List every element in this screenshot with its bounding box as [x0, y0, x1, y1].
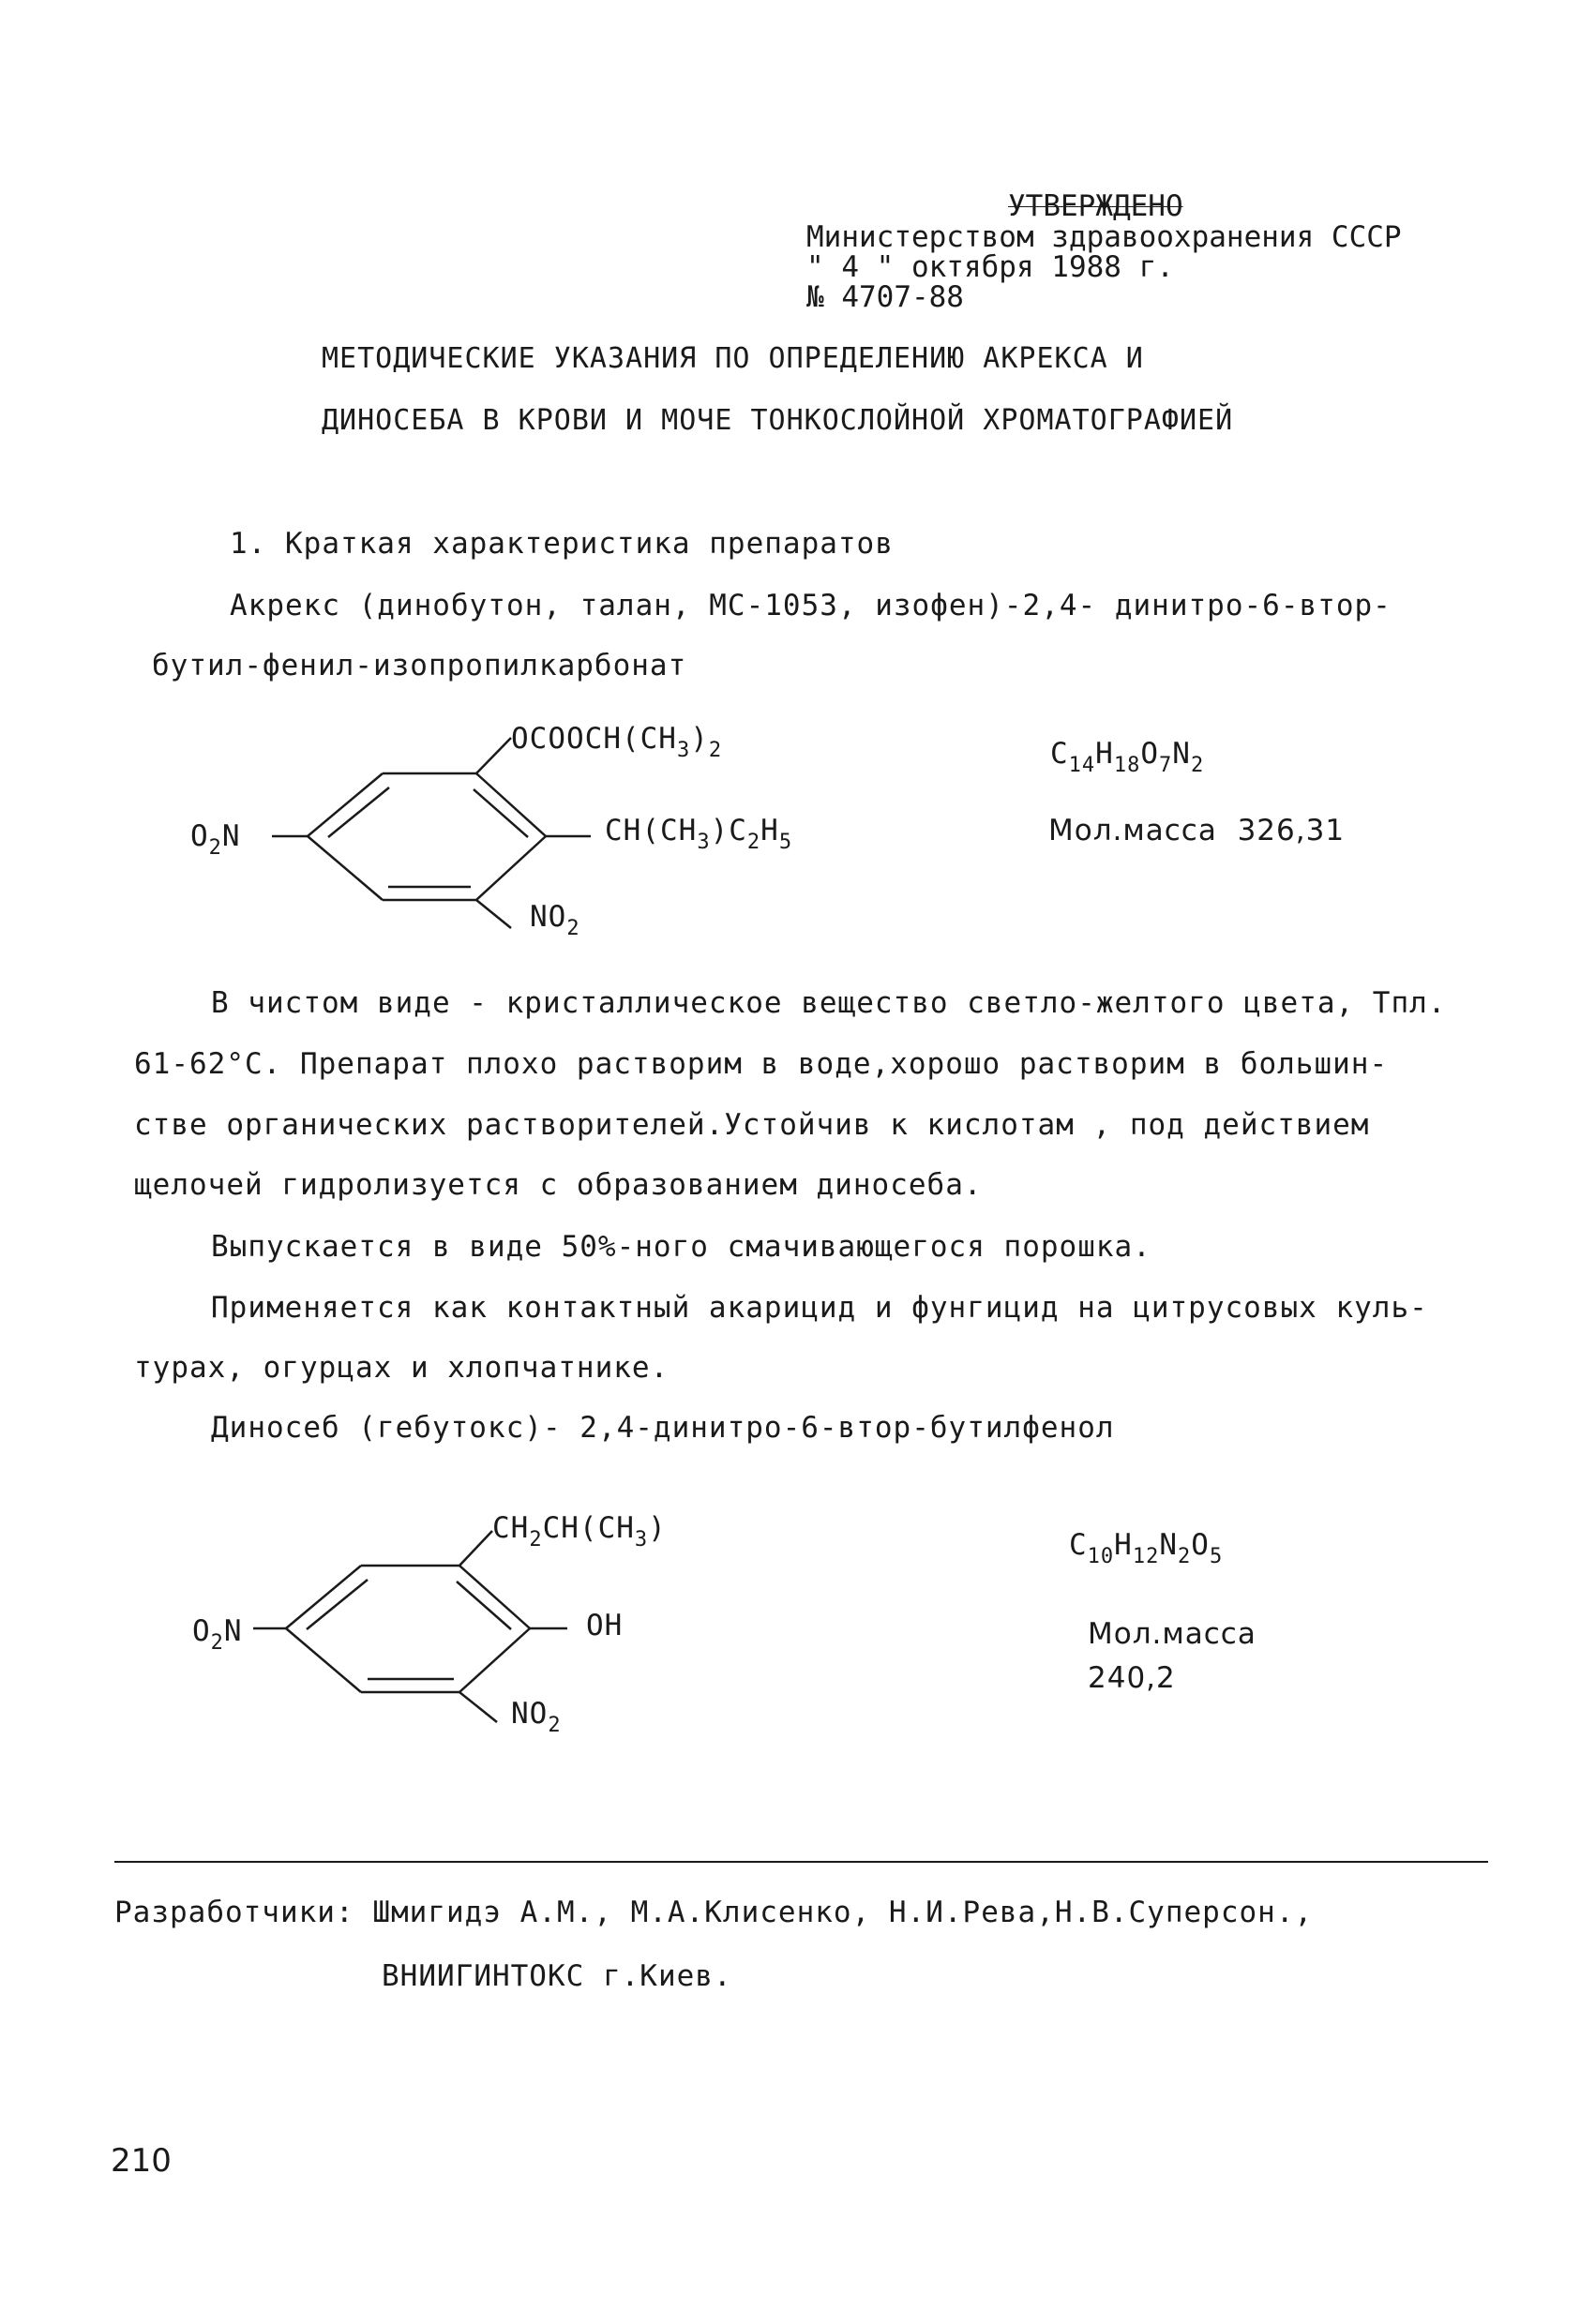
acrex-paragraph-line3: стве органических растворителей.Устойчив к кислотам , под действием [134, 1108, 1370, 1142]
developers-line [114, 1896, 1313, 1929]
document-title-line2: ДИНОСЕБА В КРОВИ И МОЧЕ ТОНКОСЛОЙНОЙ ХРОМАТОГРАФИЕЙ [322, 404, 1234, 437]
dinoseb-left-substituent: $O_2N$ [192, 1614, 243, 1655]
dinoseb-molar-mass-label: Мол.масса [1088, 1617, 1256, 1651]
acrex-usage-line2: турах, огурцах и хлопчатнике. [134, 1351, 670, 1385]
acrex-left-substituent: $O_2N$ [190, 819, 241, 860]
acrex-usage-line1: Применяется как контактный акарицид и фунгицид на цитрусовых куль- [211, 1291, 1428, 1325]
acrex-release-form: Выпускается в виде 50%-ного смачивающегося порошка. [211, 1230, 1151, 1264]
approval-stamp: УТВЕРЖДЕНО [1008, 189, 1183, 223]
acrex-paragraph-line4: щелочей гидролизуется с образованием диносеба. [134, 1168, 983, 1202]
approval-authority: Министерством здравоохранения СССР [806, 220, 1402, 254]
dinoseb-top-substituent: $CH_2CH(CH_3)$ [492, 1511, 667, 1552]
acrex-intro-line2: бутил-фенил-изопропилкарбонат [152, 649, 687, 682]
acrex-formula: $C_{14}H_{18}O_7N_2$ [1050, 737, 1205, 777]
developers-names: Шмигидэ А.М., М.А.Клисенко, Н.И.Рева,Н.В.Суперсон., [372, 1896, 1314, 1929]
acrex-top-substituent: $OCOOCH(CH_3)_2$ [511, 722, 723, 762]
dinoseb-formula: $C_{10}H_{12}N_2O_5$ [1069, 1528, 1224, 1568]
section-heading: 1. Краткая характеристика препаратов [230, 527, 894, 561]
developers-label: Разработчики: [114, 1896, 354, 1929]
approval-number: № 4707-88 [806, 280, 964, 314]
acrex-paragraph-line1: В чистом виде - кристаллическое вещество светло-желтого цвета, Тпл. [211, 986, 1447, 1020]
page-number: 210 [111, 2142, 172, 2180]
dinoseb-molar-mass-value: 240,2 [1088, 1661, 1176, 1695]
developer-institute: ВНИИГИНТОКС г.Киев. [382, 1959, 732, 1993]
dinoseb-bottom-substituent: $NO_2$ [511, 1697, 562, 1737]
approval-date: " 4 " октября 1988 г. [806, 250, 1174, 284]
acrex-intro-line1: Акрекс (динобутон, талан, МС-1053, изофен)-2,4- динитро-6-втор- [230, 589, 1392, 622]
acrex-bottom-substituent: $NO_2$ [530, 900, 580, 940]
acrex-right-substituent: $CH(CH_3)C_2H_5$ [605, 814, 793, 854]
dinoseb-right-substituent: OH [586, 1609, 624, 1642]
acrex-paragraph-line2: 61-62°С. Препарат плохо растворим в воде,хорошо растворим в большин- [134, 1047, 1389, 1081]
acrex-molar-mass: Мол.масса 326,31 [1048, 814, 1346, 847]
dinoseb-intro: Диносеб (гебутокс)- 2,4-динитро-6-втор-бутилфенол [211, 1411, 1115, 1445]
document-title-line1: МЕТОДИЧЕСКИЕ УКАЗАНИЯ ПО ОПРЕДЕЛЕНИЮ АКРЕКСА И [322, 342, 1144, 375]
footer-divider [114, 1861, 1488, 1863]
